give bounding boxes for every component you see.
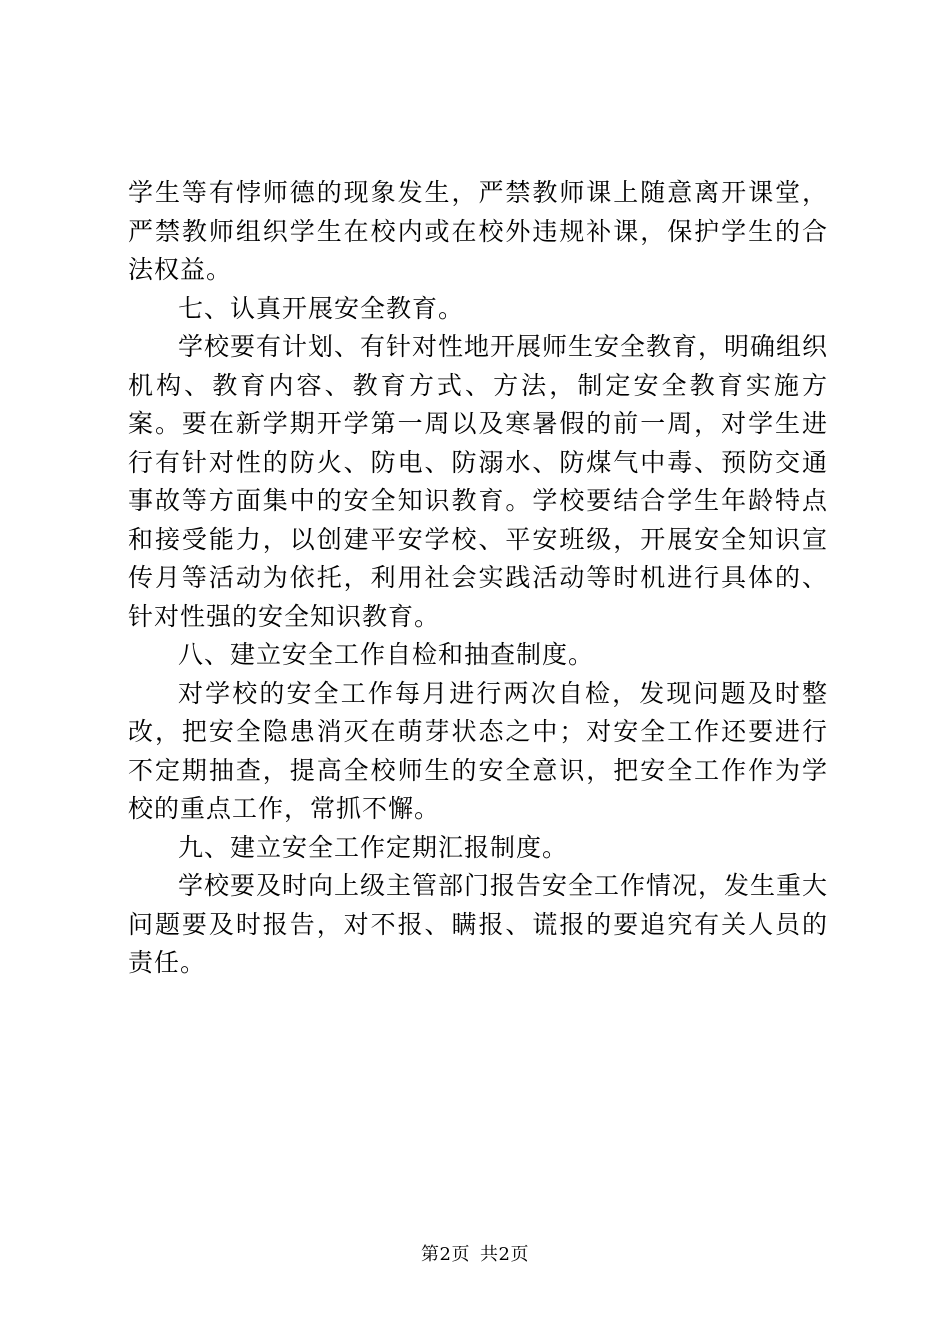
paragraph-reporting: 学校要及时向上级主管部门报告安全工作情况，发生重大问题要及时报告，对不报、瞒报、谎报的要追究有关人员的责任。 xyxy=(128,871,829,977)
page-footer xyxy=(0,1243,950,1267)
section-heading-7: 七、认真开展安全教育。 xyxy=(178,293,465,323)
paragraph-self-inspection: 对学校的安全工作每月进行两次自检，发现问题及时整改，把安全隐患消灭在萌芽状态之中；对安全工作还要进行不定期抽查，提高全校师生的安全意识，把安全工作作为学校的重点工作，常抓不懈。 xyxy=(128,678,828,823)
page-number: 第2页 xyxy=(421,1244,470,1265)
paragraph-continuation: 学生等有悖师德的现象发生，严禁教师课上随意离开课堂，严禁教师组织学生在校内或在校外违规补课，保护学生的合法权益。 xyxy=(128,178,828,284)
page-total: 共2页 xyxy=(480,1244,529,1265)
document-body xyxy=(128,174,828,983)
section-heading-9: 九、建立安全工作定期汇报制度。 xyxy=(178,832,569,862)
paragraph-safety-education: 学校要有计划、有针对性地开展师生安全教育，明确组织机构、教育内容、教育方式、方法，制定安全教育实施方案。要在新学期开学第一周以及寒暑假的前一周，对学生进行有针对性的防火、防电、防溺水、防煤气中毒、预防交通事故等方面集中的安全知识教育。学校要结合学生年龄特点和接受能力，以创建平安学校、平安班级，开展安全知识宣传月等活动为依托，利用社会实践活动等时机进行具体的、针对性强的安全知识教育。 xyxy=(128,332,829,631)
section-heading-8: 八、建立安全工作自检和抽查制度。 xyxy=(178,640,595,669)
